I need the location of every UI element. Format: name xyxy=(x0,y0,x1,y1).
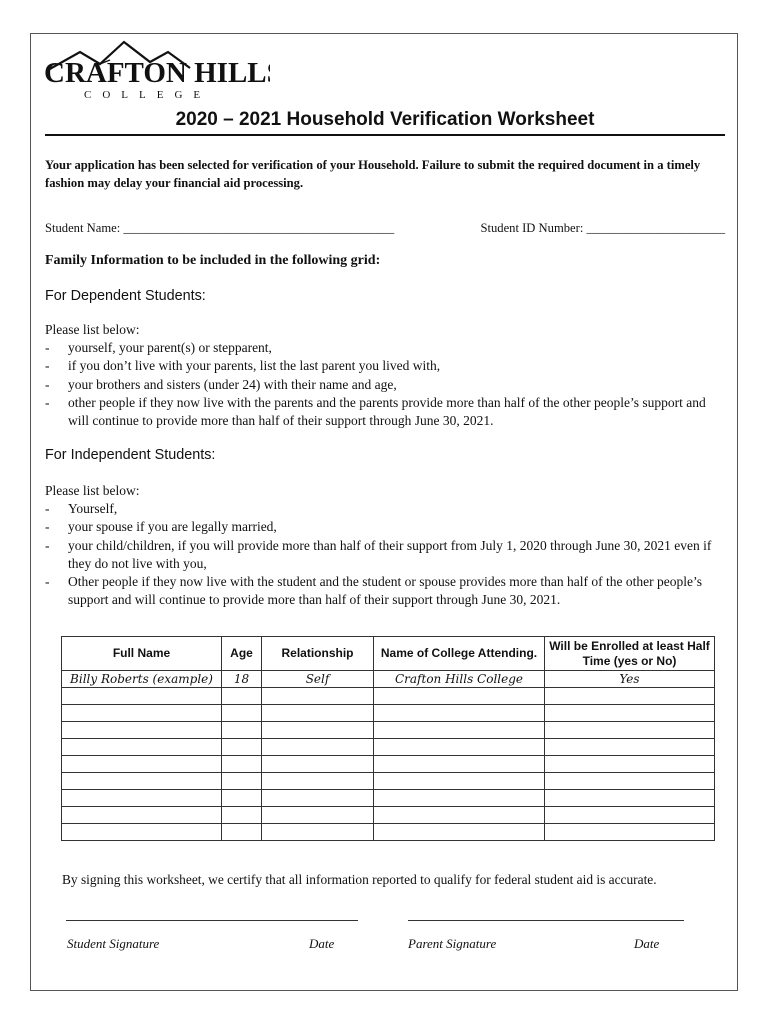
cell-full-name[interactable] xyxy=(62,688,222,705)
header-age: Age xyxy=(222,637,262,671)
table-row xyxy=(62,705,715,722)
cell-relationship[interactable] xyxy=(262,722,374,739)
cell-college[interactable] xyxy=(374,790,545,807)
example-enrolled: Yes xyxy=(545,671,715,688)
example-age: 18 xyxy=(222,671,262,688)
cell-full-name[interactable] xyxy=(62,773,222,790)
example-full-name: Billy Roberts (example) xyxy=(62,671,222,688)
certification-statement: By signing this worksheet, we certify that all information reported to qualify for federal student aid is accurate. xyxy=(62,872,657,887)
intro-notice: Your application has been selected for verification of your Household. Failure to submit the required document in a timely fashion may delay your financial aid processing. xyxy=(45,158,701,190)
cell-college[interactable] xyxy=(374,722,545,739)
list-item: - yourself, your parent(s) or stepparent, xyxy=(45,339,727,357)
student-info-line xyxy=(45,221,725,236)
cell-age[interactable] xyxy=(222,688,262,705)
cell-relationship[interactable] xyxy=(262,705,374,722)
cell-enrolled[interactable] xyxy=(545,773,715,790)
table-row xyxy=(62,773,715,790)
cell-age[interactable] xyxy=(222,773,262,790)
dependent-list xyxy=(45,339,727,430)
family-info-heading: Family Information to be included in the following grid: xyxy=(45,253,381,268)
cell-enrolled[interactable] xyxy=(545,807,715,824)
cell-full-name[interactable] xyxy=(62,790,222,807)
cell-age[interactable] xyxy=(222,756,262,773)
list-item: - other people if they now live with the parents and the parents provide more than half of the other people’s support and will continue to provide more than half of their support through June 30, 2021. xyxy=(45,394,727,430)
college-logo xyxy=(40,38,270,102)
independent-heading: For Independent Students: xyxy=(45,447,216,463)
cell-age[interactable] xyxy=(222,790,262,807)
cell-full-name[interactable] xyxy=(62,756,222,773)
cell-enrolled[interactable] xyxy=(545,688,715,705)
table-header-row xyxy=(62,637,715,671)
mountain-logo-icon xyxy=(40,38,270,102)
page-title: 2020 – 2021 Household Verification Worksheet xyxy=(175,109,595,130)
cell-relationship[interactable] xyxy=(262,790,374,807)
cell-college[interactable] xyxy=(374,739,545,756)
title-container xyxy=(45,109,725,131)
header-relationship: Relationship xyxy=(262,637,374,671)
table-row xyxy=(62,688,715,705)
dependent-lead: Please list below: xyxy=(45,322,140,337)
cell-college[interactable] xyxy=(374,824,545,841)
independent-instructions xyxy=(45,482,727,609)
cell-age[interactable] xyxy=(222,739,262,756)
example-college: Crafton Hills College xyxy=(374,671,545,688)
cell-age[interactable] xyxy=(222,705,262,722)
header-college: Name of College Attending. xyxy=(374,637,545,671)
cell-enrolled[interactable] xyxy=(545,722,715,739)
cell-full-name[interactable] xyxy=(62,722,222,739)
list-item: - if you don’t live with your parents, list the last parent you lived with, xyxy=(45,357,727,375)
table-row xyxy=(62,756,715,773)
student-date-label: Date xyxy=(309,936,335,951)
example-relationship: Self xyxy=(262,671,374,688)
table-row xyxy=(62,824,715,841)
independent-lead: Please list below: xyxy=(45,483,140,498)
student-signature-label: Student Signature xyxy=(67,936,160,951)
cell-age[interactable] xyxy=(222,807,262,824)
cell-full-name[interactable] xyxy=(62,807,222,824)
dependent-heading: For Dependent Students: xyxy=(45,288,206,304)
table-row xyxy=(62,722,715,739)
list-item: - Other people if they now live with the student and the student or spouse provides more than half of the other people’s support and will continue to provide more than half of their support through June 30, 2021. xyxy=(45,573,727,609)
table-row xyxy=(62,790,715,807)
cell-enrolled[interactable] xyxy=(545,790,715,807)
cell-relationship[interactable] xyxy=(262,756,374,773)
cell-full-name[interactable] xyxy=(62,739,222,756)
table-row-example xyxy=(62,671,715,688)
cell-relationship[interactable] xyxy=(262,824,374,841)
list-item: - your child/children, if you will provide more than half of their support from July 1, 2020 through June 30, 2021 even if they do not live with you, xyxy=(45,537,727,573)
student-id-field[interactable]: Student ID Number: ______________________ xyxy=(480,221,725,235)
student-name-field[interactable]: Student Name: ___________________________________________ xyxy=(45,221,395,235)
independent-list xyxy=(45,500,727,609)
cell-relationship[interactable] xyxy=(262,807,374,824)
parent-signature-label: Parent Signature xyxy=(408,936,497,951)
cell-college[interactable] xyxy=(374,756,545,773)
list-item: - Yourself, xyxy=(45,500,727,518)
table-row xyxy=(62,739,715,756)
header-enrolled: Will be Enrolled at least Half Time (yes or No) xyxy=(545,637,715,671)
household-grid xyxy=(61,636,715,841)
cell-relationship[interactable] xyxy=(262,773,374,790)
cell-full-name[interactable] xyxy=(62,705,222,722)
cell-college[interactable] xyxy=(374,705,545,722)
student-signature-line[interactable] xyxy=(66,920,358,922)
header-full-name: Full Name xyxy=(62,637,222,671)
logo-wordmark: CRAFTON HILLS xyxy=(44,57,270,89)
cell-college[interactable] xyxy=(374,688,545,705)
cell-college[interactable] xyxy=(374,773,545,790)
cell-full-name[interactable] xyxy=(62,824,222,841)
dependent-instructions xyxy=(45,321,727,430)
table-row xyxy=(62,807,715,824)
title-divider xyxy=(45,134,725,136)
cell-enrolled[interactable] xyxy=(545,756,715,773)
list-item: - your spouse if you are legally married, xyxy=(45,518,727,536)
cell-college[interactable] xyxy=(374,807,545,824)
cell-enrolled[interactable] xyxy=(545,824,715,841)
cell-relationship[interactable] xyxy=(262,739,374,756)
parent-date-label: Date xyxy=(634,936,660,951)
cell-relationship[interactable] xyxy=(262,688,374,705)
list-item: - your brothers and sisters (under 24) with their name and age, xyxy=(45,376,727,394)
cell-age[interactable] xyxy=(222,824,262,841)
cell-enrolled[interactable] xyxy=(545,705,715,722)
parent-signature-line[interactable] xyxy=(408,920,684,922)
logo-subtitle: COLLEGE xyxy=(84,89,212,101)
cell-enrolled[interactable] xyxy=(545,739,715,756)
cell-age[interactable] xyxy=(222,722,262,739)
